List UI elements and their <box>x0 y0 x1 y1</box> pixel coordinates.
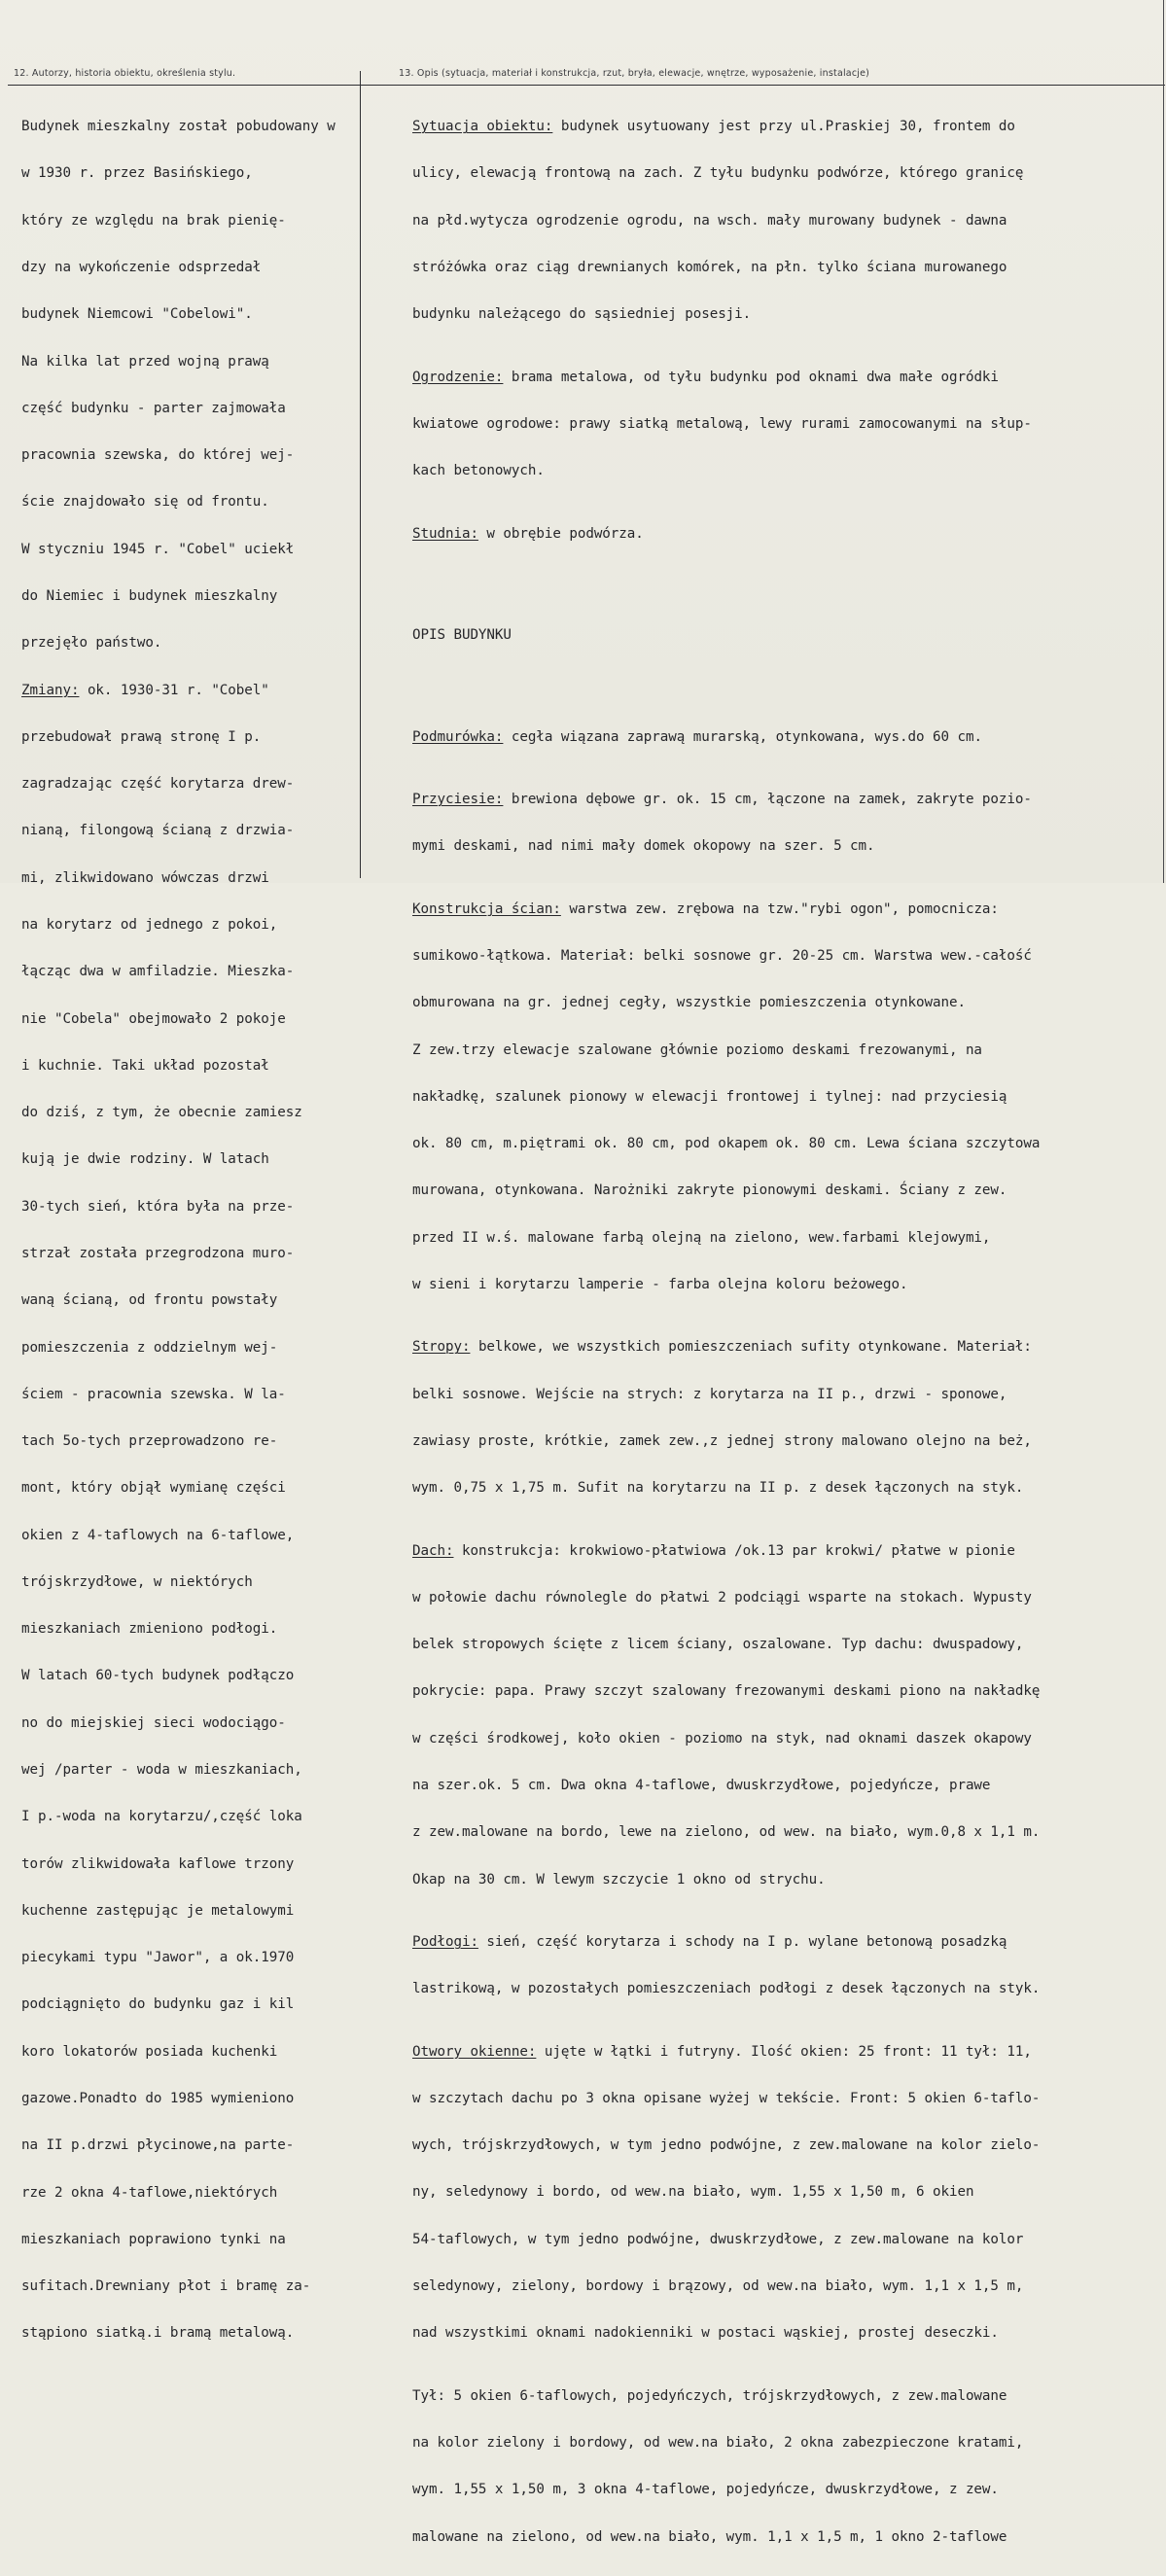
history-line: gazowe.Ponadto do 1985 wymieniono <box>21 2091 295 2106</box>
history-line: pracownia szewska, do której wej- <box>21 447 295 464</box>
fence-line: kach betonowych. <box>412 463 545 479</box>
history-line: ściem - pracownia szewska. W la- <box>21 1386 286 1402</box>
walls-line: ok. 80 cm, m.piętrami ok. 80 cm, pod okapem ok. 80 cm. Lewa ściana szczytowa <box>412 1136 1041 1152</box>
history-line: piecykami typu "Jawor", a ok.1970 <box>21 1950 295 1966</box>
page-edge <box>1163 0 1164 883</box>
roof-line <box>412 1543 1163 1559</box>
history-line: strzał została przegrodzona muro- <box>21 1245 295 1261</box>
history-line: Na kilka lat przed wojną prawą <box>21 353 269 370</box>
spacer <box>412 674 1163 682</box>
history-line: pomieszczenia z oddzielnym wej- <box>21 1339 278 1356</box>
history-line: waną ścianą, od frontu powstały <box>21 1292 278 1309</box>
windows-line: ny, seledynowy i bordo, od wew.na biało, wym. 1,55 x 1,50 m, 6 okien <box>412 2184 974 2201</box>
section-header-description: 13. Opis (sytuacja, materiał i konstrukcja, rzut, bryła, elewacje, wnętrze, wyposażenie, instalacje) <box>399 68 870 79</box>
walls-line: sumikowo-łątkowa. Materiał: belki sosnowe gr. 20-25 cm. Warstwa wew.-całość <box>412 948 1032 965</box>
windows-line: nad wszystkimi oknami nadokienniki w postaci wąskiej, prostej deseczki. <box>412 2325 999 2342</box>
back-text: 5 okien 6-taflowych, pojedyńczych, trójskrzydłowych, z zew.malowane <box>444 2387 1007 2404</box>
history-line: podciągnięto do budynku gaz i kil <box>21 1996 295 2013</box>
history-line: dzy na wykończenie odsprzedał <box>21 260 262 276</box>
walls-line: w sieni i korytarzu lamperie - farba olejna koloru beżowego. <box>412 1277 908 1293</box>
walls-line: obmurowana na gr. jednej cegły, wszystkie pomieszczenia otynkowane. <box>412 995 966 1011</box>
ceilings-line: wym. 0,75 x 1,75 m. Sufit na korytarzu na II p. z desek łączonych na styk. <box>412 1480 1024 1497</box>
situation-line: ulicy, elewacją frontową na zach. Z tyłu budynku podwórze, którego granicę <box>412 165 1024 182</box>
roof-line: z zew.malowane na bordo, lewe na zielono, od wew. na biało, wym.0,8 x 1,1 m. <box>412 1824 1041 1841</box>
walls-line: przed II w.ś. malowane farbą olejną na zielono, wew.farbami klejowymi, <box>412 1229 991 1246</box>
history-line: tach 5o-tych przeprowadzono re- <box>21 1433 278 1450</box>
ceilings-label: Stropy: <box>412 1339 471 1356</box>
roof-text: konstrukcja: krokwiowo-płatwiowa /ok.13 par krokwi/ płatwe w pionie <box>453 1542 1015 1559</box>
sill-line <box>412 792 1163 807</box>
history-line: kuchenne zastępując je metalowymi <box>21 1902 295 1919</box>
walls-line: nakładkę, szalunek pionowy w elewacji frontowej i tylnej: nad przyciesią <box>412 1088 1007 1105</box>
ceilings-line: zawiasy proste, krótkie, zamek zew.,z jednej strony malowano olejno na beż, <box>412 1432 1032 1449</box>
well-text: w obrębie podwórza. <box>477 525 644 542</box>
history-line: nianą, filongową ścianą z drzwia- <box>21 823 295 839</box>
fence-text: brama metalowa, od tyłu budynku pod oknami dwa małe ogródki <box>503 369 999 385</box>
history-line: który ze względu na brak pienię- <box>21 212 286 229</box>
windows-label: Otwory okienne: <box>412 2043 537 2060</box>
walls-label: Konstrukcja ścian: <box>412 900 561 917</box>
history-line: kują je dwie rodziny. W latach <box>21 1151 269 1168</box>
history-column <box>21 88 391 2373</box>
back-line: malowane na zielono, od wew.na biało, wym. 1,1 x 1,5 m, 1 okno 2-taflowe <box>412 2528 1007 2545</box>
windows-line: wych, trójskrzydłowych, w tym jedno podwójne, z zew.malowane na kolor zielo- <box>412 2137 1041 2154</box>
history-line: przebudował prawą stronę I p. <box>21 728 262 745</box>
roof-line: w części środkowej, koło okien - poziomo na styk, nad oknami daszek okapowy <box>412 1730 1032 1747</box>
situation-line: na płd.wytycza ogrodzenie ogrodu, na wsch. mały murowany budynek - dawna <box>412 212 1007 229</box>
history-line: mont, który objął wymianę części <box>21 1480 286 1497</box>
back-line <box>412 2388 1163 2404</box>
history-line: stąpiono siatką.i bramą metalową. <box>21 2325 295 2342</box>
situation-line: stróżówka oraz ciąg drewnianych komórek, na płn. tylko ściana murowanego <box>412 260 1007 276</box>
history-line: do Niemiec i budynek mieszkalny <box>21 588 278 604</box>
history-line: ście znajdowało się od frontu. <box>21 494 269 511</box>
history-line: do dziś, z tym, że obecnie zamiesz <box>21 1105 302 1121</box>
history-line: W styczniu 1945 r. "Cobel" uciekł <box>21 541 295 557</box>
history-line: torów zlikwidowała kaflowe trzony <box>21 1855 295 1872</box>
history-line: 30-tych sień, która była na prze- <box>21 1198 295 1215</box>
ceilings-line <box>412 1339 1163 1355</box>
foundation-label: Podmurówka: <box>412 728 504 745</box>
history-line: no do miejskiej sieci wodociągo- <box>21 1714 286 1731</box>
windows-line <box>412 2044 1163 2060</box>
history-line: łącząc dwa w amfiladzie. Mieszka- <box>21 964 295 980</box>
description-column <box>412 88 1163 2576</box>
ceilings-text: belkowe, we wszystkich pomieszczeniach sufity otynkowane. Materiał: <box>470 1339 1032 1356</box>
history-line: na korytarz od jednego z pokoi, <box>21 916 278 933</box>
fence-line <box>412 370 1163 385</box>
changes-line <box>21 683 391 698</box>
fence-label: Ogrodzenie: <box>412 369 504 385</box>
windows-line: w szczytach dachu po 3 okna opisane wyżej w tekście. Front: 5 okien 6-taflo- <box>412 2090 1041 2106</box>
floors-text: sień, część korytarza i schody na I p. wylane betonową posadzką <box>477 1933 1007 1950</box>
history-line: sufitach.Drewniany płot i bramę za- <box>21 2278 311 2295</box>
situation-line <box>412 119 1163 134</box>
spacer <box>412 588 1163 596</box>
history-line: rze 2 okna 4-taflowe,niektórych <box>21 2184 278 2201</box>
back-label: Tył: <box>412 2387 445 2404</box>
history-line: okien z 4-taflowych na 6-taflowe, <box>21 1527 295 1543</box>
well-label: Studnia: <box>412 525 478 542</box>
walls-line: Z zew.trzy elewacje szalowane głównie poziomo deskami frezowanymi, na <box>412 1041 982 1058</box>
history-line: część budynku - parter zajmowała <box>21 400 286 416</box>
history-line: Budynek mieszkalny został pobudowany w <box>21 119 336 135</box>
walls-text: warstwa zew. zrębowa na tzw."rybi ogon", pomocnicza: <box>560 900 999 917</box>
history-line: trójskrzydłowe, w niektórych <box>21 1573 253 1590</box>
windows-line: seledynowy, zielony, bordowy i brązowy, od wew.na biało, wym. 1,1 x 1,5 m, <box>412 2278 1024 2295</box>
history-line: mi, zlikwidowano wówczas drzwi <box>21 869 269 886</box>
section-title: OPIS BUDYNKU <box>412 627 512 644</box>
windows-text: ujęte w łątki i futryny. Ilość okien: 25 front: 11 tył: 11, <box>536 2043 1032 2060</box>
roof-line: pokrycie: papa. Prawy szczyt szalowany frezowanymi deskami piono na nakładkę <box>412 1683 1041 1700</box>
history-line: przejęło państwo. <box>21 635 162 652</box>
situation-label: Sytuacja obiektu: <box>412 119 553 135</box>
header-rule <box>8 85 1165 86</box>
roof-line: w połowie dachu równolegle do płatwi 2 podciągi wsparte na stokach. Wypusty <box>412 1589 1032 1606</box>
history-line: W latach 60-tych budynek podłączo <box>21 1668 295 1684</box>
changes-label: Zmiany: <box>21 682 80 698</box>
fence-line: kwiatowe ogrodowe: prawy siatką metalową, lewy rurami zamocowanymi na słup- <box>412 415 1032 432</box>
section-header-authors-history: 12. Autorzy, historia obiektu, określenia stylu. <box>14 68 236 79</box>
sill-text: brewiona dębowe gr. ok. 15 cm, łączone na zamek, zakryte pozio- <box>503 792 1032 808</box>
roof-line: na szer.ok. 5 cm. Dwa okna 4-taflowe, dwuskrzydłowe, pojedyńcze, prawe <box>412 1778 991 1794</box>
history-line: na II p.drzwi płycinowe,na parte- <box>21 2137 295 2154</box>
history-line: nie "Cobela" obejmowało 2 pokoje <box>21 1010 286 1027</box>
roof-line: belek stropowych ścięte z licem ściany, oszalowane. Typ dachu: dwuspadowy, <box>412 1637 1024 1653</box>
foundation-line <box>412 729 1163 745</box>
history-line: zagradzając część korytarza drew- <box>21 776 295 793</box>
roof-line: Okap na 30 cm. W lewym szczycie 1 okno od strychu. <box>412 1871 826 1888</box>
history-line: koro lokatorów posiada kuchenki <box>21 2043 278 2060</box>
situation-text: budynek usytuowany jest przy ul.Praskiej 30, frontem do <box>552 119 1015 135</box>
situation-line: budynku należącego do sąsiedniej posesji. <box>412 306 752 323</box>
history-line: budynek Niemcowi "Cobelowi". <box>21 306 253 323</box>
sill-label: Przyciesie: <box>412 792 504 808</box>
floors-label: Podłogi: <box>412 1933 478 1950</box>
ceilings-line: belki sosnowe. Wejście na strych: z korytarza na II p., drzwi - sponowe, <box>412 1386 1007 1402</box>
history-line: w 1930 r. przez Basińskiego, <box>21 165 253 182</box>
floors-line <box>412 1934 1163 1950</box>
windows-line: 54-taflowych, w tym jedno podwójne, dwuskrzydłowe, z zew.malowane na kolor <box>412 2231 1024 2247</box>
sill-line: mymi deskami, nad nimi mały domek okopowy na szer. 5 cm. <box>412 838 875 855</box>
floors-line: lastrikową, w pozostałych pomieszczeniach podłogi z desek łączonych na styk. <box>412 1981 1041 1997</box>
history-line: mieszkaniach poprawiono tynki na <box>21 2231 286 2247</box>
history-line: I p.-woda na korytarzu/,część loka <box>21 1809 302 1825</box>
roof-label: Dach: <box>412 1542 454 1559</box>
history-line: mieszkaniach zmieniono podłogi. <box>21 1621 278 1638</box>
back-line: na kolor zielony i bordowy, od wew.na biało, 2 okna zabezpieczone kratami, <box>412 2434 1024 2451</box>
back-line: wym. 1,55 x 1,50 m, 3 okna 4-taflowe, pojedyńcze, dwuskrzydłowe, z zew. <box>412 2482 999 2498</box>
well-line <box>412 526 1163 542</box>
history-line: i kuchnie. Taki układ pozostał <box>21 1057 269 1074</box>
changes-text: ok. 1930-31 r. "Cobel" <box>79 682 269 698</box>
foundation-text: cegła wiązana zaprawą murarską, otynkowana, wys.do 60 cm. <box>503 728 982 745</box>
walls-line <box>412 901 1163 917</box>
walls-line: murowana, otynkowana. Narożniki zakryte pionowymi deskami. Ściany z zew. <box>412 1182 1007 1199</box>
history-line: wej /parter - woda w mieszkaniach, <box>21 1762 302 1779</box>
